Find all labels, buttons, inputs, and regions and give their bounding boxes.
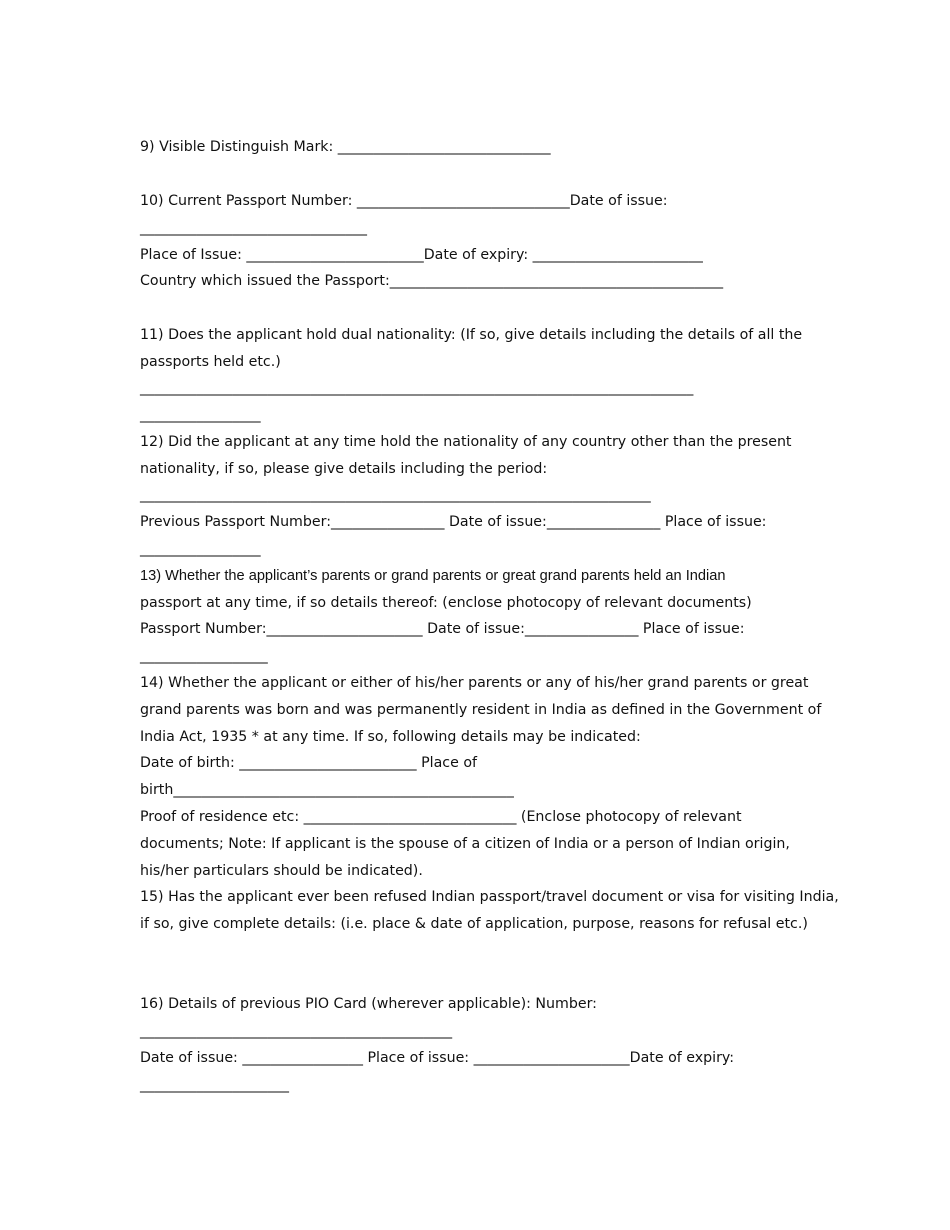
- item-14-place-of-birth: birth________________________________________________: [140, 782, 514, 798]
- item-16-number-blank: ____________________________________________: [140, 1023, 453, 1039]
- item-10-date-of-issue-blank: ________________________________: [140, 220, 367, 236]
- item-16-issue-place-expiry: Date of issue: _________________ Place of issue: ______________________Date of expiry:: [140, 1050, 735, 1066]
- item-10-place-and-expiry: Place of Issue: _________________________Date of expiry: ________________________: [140, 247, 703, 263]
- item-12-blank: ________________________________________________________________________: [140, 487, 651, 503]
- item-12-other-nationality: 12) Did the applicant at any time hold the nationality of any country other than the present: [140, 434, 792, 450]
- item-10-passport-number: 10) Current Passport Number: ______________________________Date of issue:: [140, 193, 668, 209]
- item-14-proof-of-residence: Proof of residence etc: ______________________________ (Enclose photocopy of relevant: [140, 809, 742, 825]
- item-12-previous-passport: Previous Passport Number:________________ Date of issue:________________ Place of issue:: [140, 514, 767, 530]
- item-12-continued: nationality, if so, please give details including the period:: [140, 461, 548, 477]
- item-12-place-blank: _________________: [140, 541, 261, 557]
- item-16-expiry-blank: _____________________: [140, 1077, 289, 1093]
- item-14-note: documents; Note: If applicant is the spouse of a citizen of India or a person of Indian origin,: [140, 836, 790, 852]
- item-11-continued: passports held etc.): [140, 354, 281, 370]
- item-11-blank-2: _________________: [140, 407, 261, 423]
- item-13-place-blank: __________________: [140, 648, 268, 664]
- item-13-continued: passport at any time, if so details thereof: (enclose photocopy of relevant documents): [140, 595, 752, 611]
- item-9-visible-mark: 9) Visible Distinguish Mark: ______________________________: [140, 139, 551, 155]
- item-14-note-continued: his/her particulars should be indicated).: [140, 863, 423, 879]
- item-11-blank-1: ______________________________________________________________________________: [140, 380, 694, 396]
- item-15-continued: if so, give complete details: (i.e. place & date of application, purpose, reasons for refusal etc.): [140, 916, 808, 932]
- item-13-parents-passport: 13) Whether the applicant’s parents or grand parents or great grand parents held an Indian: [140, 568, 726, 584]
- item-15-refused: 15) Has the applicant ever been refused Indian passport/travel document or visa for visiting India,: [140, 889, 839, 905]
- item-14-born-resident: 14) Whether the applicant or either of his/her parents or any of his/her grand parents or great: [140, 675, 809, 691]
- item-14-continued-2: India Act, 1935 * at any time. If so, following details may be indicated:: [140, 729, 641, 745]
- item-10-issuing-country: Country which issued the Passport:_______________________________________________: [140, 273, 724, 289]
- item-13-passport-number: Passport Number:______________________ Date of issue:________________ Place of issue:: [140, 621, 745, 637]
- item-16-pio-card: 16) Details of previous PIO Card (wherever applicable): Number:: [140, 996, 597, 1012]
- item-14-date-of-birth: Date of birth: _________________________ Place of: [140, 755, 477, 771]
- item-11-dual-nationality: 11) Does the applicant hold dual nationality: (If so, give details including the details of all the: [140, 327, 803, 343]
- item-14-continued-1: grand parents was born and was permanently resident in India as defined in the Government of: [140, 702, 822, 718]
